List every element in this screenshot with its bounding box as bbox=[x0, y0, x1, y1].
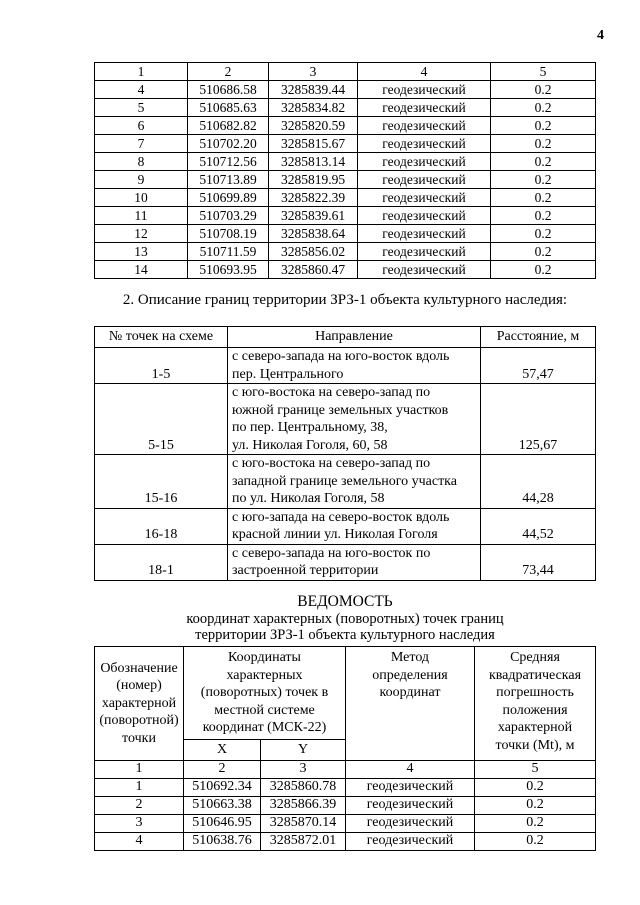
coord-y: 3285856.02 bbox=[269, 243, 358, 261]
segment-direction: с северо-запада на юго-восток вдоль пер. Центрального bbox=[228, 348, 481, 384]
point-number: 13 bbox=[95, 243, 188, 261]
segment-distance: 57,47 bbox=[481, 348, 596, 384]
segment-points: 15-16 bbox=[95, 455, 228, 509]
coord-x: 510702.20 bbox=[188, 135, 269, 153]
point-number: 4 bbox=[95, 832, 184, 850]
table-row bbox=[95, 796, 596, 814]
method: геодезический bbox=[358, 207, 491, 225]
segment-distance: 44,28 bbox=[481, 455, 596, 509]
header-coordinates: Координаты характерных (поворотных) точек в местной системе координат (МСК-22) bbox=[184, 647, 346, 740]
method: геодезический bbox=[358, 189, 491, 207]
coord-y: 3285834.82 bbox=[269, 99, 358, 117]
method: геодезический bbox=[358, 99, 491, 117]
coord-y: 3285839.44 bbox=[269, 81, 358, 99]
coord-y: 3285838.64 bbox=[269, 225, 358, 243]
table-row bbox=[95, 225, 596, 243]
header-x: X bbox=[184, 739, 261, 760]
vedomost-subtitle bbox=[94, 611, 596, 643]
segment-direction: с юго-запада на северо-восток вдоль красной линии ул. Николая Гоголя bbox=[228, 508, 481, 544]
coordinates-table-body bbox=[95, 81, 596, 279]
segment-direction: с юго-востока на северо-запад по западной границе земельного участка по ул. Николая Гоголя, 58 bbox=[228, 455, 481, 509]
table-row bbox=[95, 189, 596, 207]
mean-error: 0.2 bbox=[491, 243, 596, 261]
mean-error: 0.2 bbox=[491, 117, 596, 135]
method: геодезический bbox=[358, 81, 491, 99]
point-number: 3 bbox=[95, 814, 184, 832]
coord-x: 510693.95 bbox=[188, 261, 269, 279]
point-number: 7 bbox=[95, 135, 188, 153]
table-row bbox=[95, 153, 596, 171]
segment-distance: 44,52 bbox=[481, 508, 596, 544]
page-number: 4 bbox=[597, 28, 604, 43]
mean-error: 0.2 bbox=[491, 225, 596, 243]
coord-x: 510685.63 bbox=[188, 99, 269, 117]
header-y: Y bbox=[261, 739, 346, 760]
mean-error: 0.2 bbox=[475, 778, 596, 796]
header-points: № точек на схеме bbox=[95, 327, 228, 348]
table-row bbox=[95, 778, 596, 796]
table-row bbox=[95, 207, 596, 225]
table-row bbox=[95, 171, 596, 189]
coordinates-register-body bbox=[95, 778, 596, 850]
vedomost-subtitle-line-2: территории ЗРЗ-1 объекта культурного наследия bbox=[195, 627, 495, 643]
header-method: Метод определения координат bbox=[346, 647, 475, 761]
coord-x: 510708.19 bbox=[188, 225, 269, 243]
mean-error: 0.2 bbox=[491, 99, 596, 117]
coord-y: 3285870.14 bbox=[261, 814, 346, 832]
header-direction: Направление bbox=[228, 327, 481, 348]
segment-points: 18-1 bbox=[95, 544, 228, 580]
mean-error: 0.2 bbox=[491, 189, 596, 207]
column-number-row bbox=[95, 760, 596, 778]
column-number: 2 bbox=[184, 760, 261, 778]
coord-y: 3285822.39 bbox=[269, 189, 358, 207]
table-row bbox=[95, 261, 596, 279]
point-number: 6 bbox=[95, 117, 188, 135]
coord-y: 3285820.59 bbox=[269, 117, 358, 135]
coord-x: 510711.59 bbox=[188, 243, 269, 261]
column-number: 4 bbox=[358, 63, 491, 81]
column-number: 1 bbox=[95, 760, 184, 778]
coord-y: 3285872.01 bbox=[261, 832, 346, 850]
coord-x: 510692.34 bbox=[184, 778, 261, 796]
point-number: 14 bbox=[95, 261, 188, 279]
column-number: 3 bbox=[269, 63, 358, 81]
segment-points: 16-18 bbox=[95, 508, 228, 544]
table-row bbox=[95, 117, 596, 135]
table-header-row bbox=[95, 327, 596, 348]
segment-direction: с северо-запада на юго-восток по застроенной территории bbox=[228, 544, 481, 580]
method: геодезический bbox=[346, 778, 475, 796]
table-row bbox=[95, 508, 596, 544]
coord-y: 3285860.47 bbox=[269, 261, 358, 279]
method: геодезический bbox=[358, 117, 491, 135]
column-number: 4 bbox=[346, 760, 475, 778]
column-number-row bbox=[95, 63, 596, 81]
table-row bbox=[95, 135, 596, 153]
point-number: 1 bbox=[95, 778, 184, 796]
segment-points: 1-5 bbox=[95, 348, 228, 384]
column-number: 3 bbox=[261, 760, 346, 778]
coord-x: 510663.38 bbox=[184, 796, 261, 814]
point-number: 12 bbox=[95, 225, 188, 243]
point-number: 4 bbox=[95, 81, 188, 99]
mean-error: 0.2 bbox=[475, 832, 596, 850]
mean-error: 0.2 bbox=[491, 153, 596, 171]
coord-y: 3285819.95 bbox=[269, 171, 358, 189]
point-number: 11 bbox=[95, 207, 188, 225]
point-number: 5 bbox=[95, 99, 188, 117]
table-row bbox=[95, 99, 596, 117]
point-number: 8 bbox=[95, 153, 188, 171]
column-number: 5 bbox=[475, 760, 596, 778]
coord-x: 510682.82 bbox=[188, 117, 269, 135]
mean-error: 0.2 bbox=[491, 261, 596, 279]
table-row bbox=[95, 455, 596, 509]
mean-error: 0.2 bbox=[491, 207, 596, 225]
method: геодезический bbox=[346, 814, 475, 832]
vedomost-title: ВЕДОМОСТЬ bbox=[297, 593, 393, 610]
segment-distance: 125,67 bbox=[481, 384, 596, 455]
method: геодезический bbox=[358, 243, 491, 261]
segment-direction: с юго-востока на северо-запад по южной границе земельных участков по пер. Центральному, 38, ул. Николая Гоголя, 60, 58 bbox=[228, 384, 481, 455]
column-number: 5 bbox=[491, 63, 596, 81]
coord-x: 510646.95 bbox=[184, 814, 261, 832]
column-number: 1 bbox=[95, 63, 188, 81]
table-row bbox=[95, 544, 596, 580]
coordinates-register-table bbox=[94, 646, 596, 851]
table-row bbox=[95, 814, 596, 832]
section-2-heading: 2. Описание границ территории ЗРЗ-1 объекта культурного наследия: bbox=[122, 292, 568, 308]
coord-x: 510638.76 bbox=[184, 832, 261, 850]
coord-y: 3285813.14 bbox=[269, 153, 358, 171]
method: геодезический bbox=[358, 135, 491, 153]
mean-error: 0.2 bbox=[491, 135, 596, 153]
point-number: 2 bbox=[95, 796, 184, 814]
header-distance: Расстояние, м bbox=[481, 327, 596, 348]
coord-x: 510699.89 bbox=[188, 189, 269, 207]
method: геодезический bbox=[358, 261, 491, 279]
point-number: 9 bbox=[95, 171, 188, 189]
coord-y: 3285860.78 bbox=[261, 778, 346, 796]
coordinates-table-continued bbox=[94, 62, 596, 279]
mean-error: 0.2 bbox=[475, 796, 596, 814]
boundary-table-body bbox=[95, 348, 596, 581]
point-number: 10 bbox=[95, 189, 188, 207]
table-row bbox=[95, 832, 596, 850]
coord-x: 510712.56 bbox=[188, 153, 269, 171]
method: геодезический bbox=[358, 153, 491, 171]
boundary-description-table bbox=[94, 326, 596, 581]
header-mean-error: Средняя квадратическая погрешность положения характерной точки (Mt), м bbox=[475, 647, 596, 761]
coord-y: 3285839.61 bbox=[269, 207, 358, 225]
mean-error: 0.2 bbox=[491, 81, 596, 99]
header-designation: Обозначение (номер) характерной (поворотной) точки bbox=[95, 647, 184, 761]
coord-x: 510703.29 bbox=[188, 207, 269, 225]
method: геодезический bbox=[358, 171, 491, 189]
coord-x: 510686.58 bbox=[188, 81, 269, 99]
method: геодезический bbox=[346, 832, 475, 850]
method: геодезический bbox=[346, 796, 475, 814]
table-row bbox=[95, 348, 596, 384]
table-header-row bbox=[95, 647, 596, 740]
column-number: 2 bbox=[188, 63, 269, 81]
method: геодезический bbox=[358, 225, 491, 243]
coord-x: 510713.89 bbox=[188, 171, 269, 189]
table-row bbox=[95, 243, 596, 261]
mean-error: 0.2 bbox=[475, 814, 596, 832]
mean-error: 0.2 bbox=[491, 171, 596, 189]
vedomost-subtitle-line-1: координат характерных (поворотных) точек границ bbox=[186, 611, 504, 627]
segment-distance: 73,44 bbox=[481, 544, 596, 580]
table-row bbox=[95, 384, 596, 455]
coord-y: 3285866.39 bbox=[261, 796, 346, 814]
coord-y: 3285815.67 bbox=[269, 135, 358, 153]
segment-points: 5-15 bbox=[95, 384, 228, 455]
table-row bbox=[95, 81, 596, 99]
